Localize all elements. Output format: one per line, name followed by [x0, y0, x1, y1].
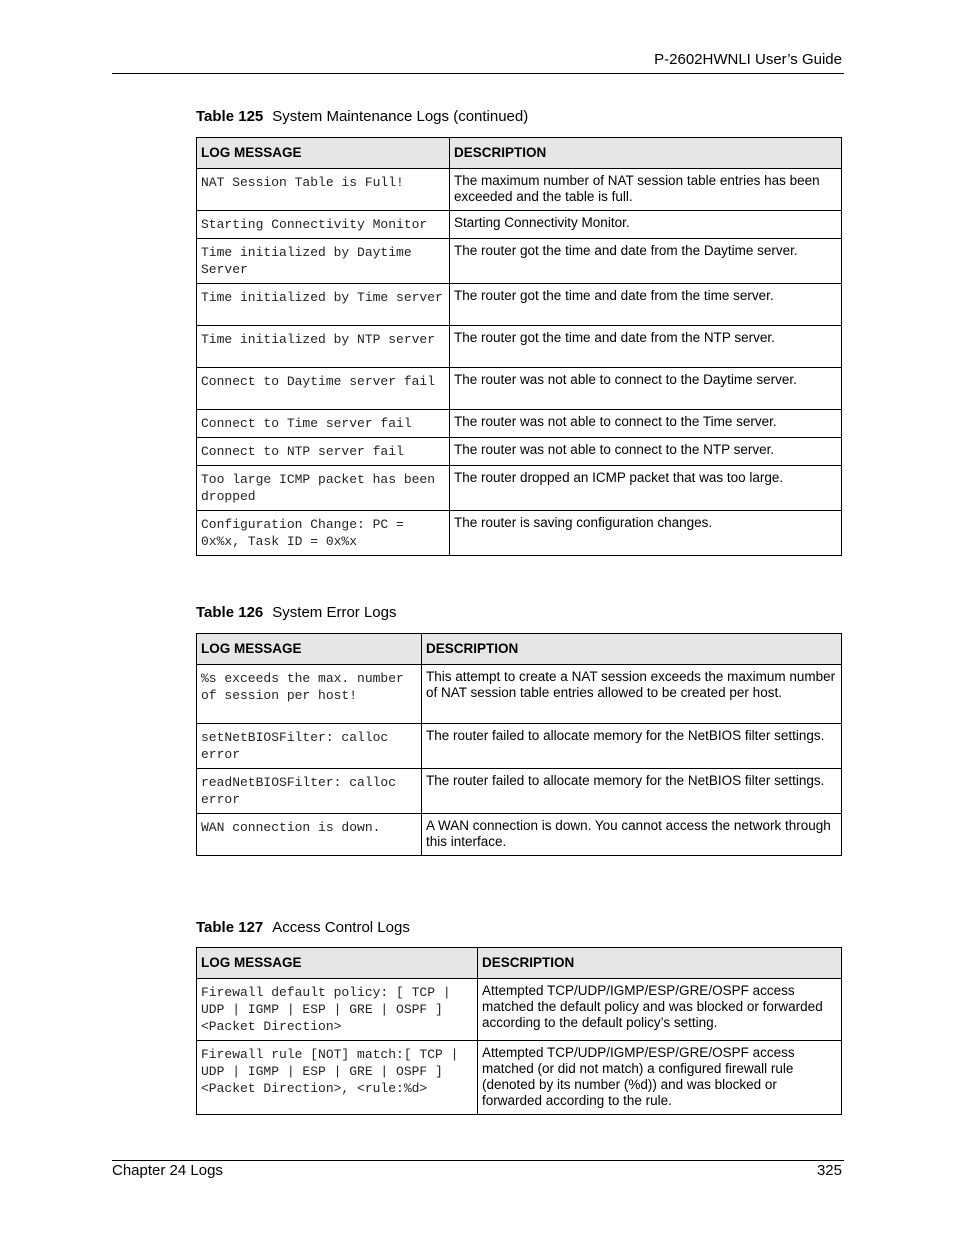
- log-message-cell: Time initialized by Time server: [197, 284, 450, 326]
- column-header-log-message: LOG MESSAGE: [197, 634, 422, 665]
- description-cell: The router got the time and date from the time server.: [450, 284, 842, 326]
- description-cell: This attempt to create a NAT session exceeds the maximum number of NAT session table entries allowed to be created per host.: [422, 665, 842, 724]
- table-header-row: [197, 948, 842, 979]
- log-message-cell: %s exceeds the max. number of session per host!: [197, 665, 422, 724]
- table-126-caption: [196, 604, 396, 621]
- table-row: [197, 466, 842, 511]
- column-header-description: DESCRIPTION: [450, 138, 842, 169]
- running-header: P-2602HWNLI User’s Guide: [654, 51, 842, 68]
- log-message-cell: setNetBIOSFilter: calloc error: [197, 724, 422, 769]
- description-cell: The router was not able to connect to the NTP server.: [450, 438, 842, 466]
- table-127-caption: [196, 919, 410, 936]
- log-message-cell: Firewall rule [NOT] match:[ TCP | UDP | IGMP | ESP | GRE | OSPF ] <Packet Direction>, <rule:%d>: [197, 1041, 478, 1115]
- log-message-cell: Connect to NTP server fail: [197, 438, 450, 466]
- table-row: [197, 814, 842, 856]
- table-row: [197, 169, 842, 211]
- log-message-cell: NAT Session Table is Full!: [197, 169, 450, 211]
- description-cell: Attempted TCP/UDP/IGMP/ESP/GRE/OSPF access matched (or did not match) a configured firewall rule (denoted by its number (%d)) and was blocked or forwarded according to the rule.: [478, 1041, 842, 1115]
- description-cell: The router was not able to connect to the Daytime server.: [450, 368, 842, 410]
- table-row: [197, 410, 842, 438]
- description-cell: Attempted TCP/UDP/IGMP/ESP/GRE/OSPF access matched the default policy and was blocked or forwarded according to the default policy’s setting.: [478, 979, 842, 1041]
- table-row: [197, 979, 842, 1041]
- log-message-cell: Time initialized by Daytime Server: [197, 239, 450, 284]
- description-cell: A WAN connection is down. You cannot access the network through this interface.: [422, 814, 842, 856]
- table-126: [196, 633, 842, 856]
- caption-text: Access Control Logs: [272, 919, 410, 936]
- table-row: [197, 438, 842, 466]
- description-cell: The router got the time and date from the Daytime server.: [450, 239, 842, 284]
- page-number: 325: [816, 1162, 842, 1179]
- table-header-row: [197, 634, 842, 665]
- description-cell: The router got the time and date from the NTP server.: [450, 326, 842, 368]
- table-row: [197, 368, 842, 410]
- caption-number: Table 127: [196, 919, 264, 936]
- footer-rule: [112, 1160, 844, 1161]
- table-row: [197, 769, 842, 814]
- description-cell: Starting Connectivity Monitor.: [450, 211, 842, 239]
- log-message-cell: Starting Connectivity Monitor: [197, 211, 450, 239]
- table-header-row: [197, 138, 842, 169]
- table-row: [197, 211, 842, 239]
- log-message-cell: Time initialized by NTP server: [197, 326, 450, 368]
- table-row: [197, 239, 842, 284]
- table-row: [197, 284, 842, 326]
- caption-number: Table 125: [196, 108, 264, 125]
- log-message-cell: Too large ICMP packet has been dropped: [197, 466, 450, 511]
- description-cell: The router is saving configuration changes.: [450, 511, 842, 556]
- description-cell: The router dropped an ICMP packet that was too large.: [450, 466, 842, 511]
- table-row: [197, 724, 842, 769]
- table-row: [197, 511, 842, 556]
- log-message-cell: Configuration Change: PC = 0x%x, Task ID = 0x%x: [197, 511, 450, 556]
- description-cell: The router failed to allocate memory for the NetBIOS filter settings.: [422, 724, 842, 769]
- table-125-caption: [196, 108, 528, 125]
- header-rule: [112, 73, 844, 74]
- column-header-log-message: LOG MESSAGE: [197, 138, 450, 169]
- column-header-description: DESCRIPTION: [422, 634, 842, 665]
- table-row: [197, 326, 842, 368]
- caption-text: System Maintenance Logs (continued): [272, 108, 529, 125]
- log-message-cell: Connect to Time server fail: [197, 410, 450, 438]
- column-header-log-message: LOG MESSAGE: [197, 948, 478, 979]
- log-message-cell: WAN connection is down.: [197, 814, 422, 856]
- log-message-cell: readNetBIOSFilter: calloc error: [197, 769, 422, 814]
- caption-number: Table 126: [196, 604, 264, 621]
- caption-text: System Error Logs: [272, 604, 397, 621]
- log-message-cell: Connect to Daytime server fail: [197, 368, 450, 410]
- table-125: [196, 137, 842, 556]
- description-cell: The router failed to allocate memory for the NetBIOS filter settings.: [422, 769, 842, 814]
- description-cell: The router was not able to connect to the Time server.: [450, 410, 842, 438]
- description-cell: The maximum number of NAT session table entries has been exceeded and the table is full.: [450, 169, 842, 211]
- log-message-cell: Firewall default policy: [ TCP | UDP | IGMP | ESP | GRE | OSPF ] <Packet Direction>: [197, 979, 478, 1041]
- chapter-title: Chapter 24 Logs: [112, 1162, 223, 1179]
- table-127: [196, 947, 842, 1115]
- table-row: [197, 1041, 842, 1115]
- table-row: [197, 665, 842, 724]
- column-header-description: DESCRIPTION: [478, 948, 842, 979]
